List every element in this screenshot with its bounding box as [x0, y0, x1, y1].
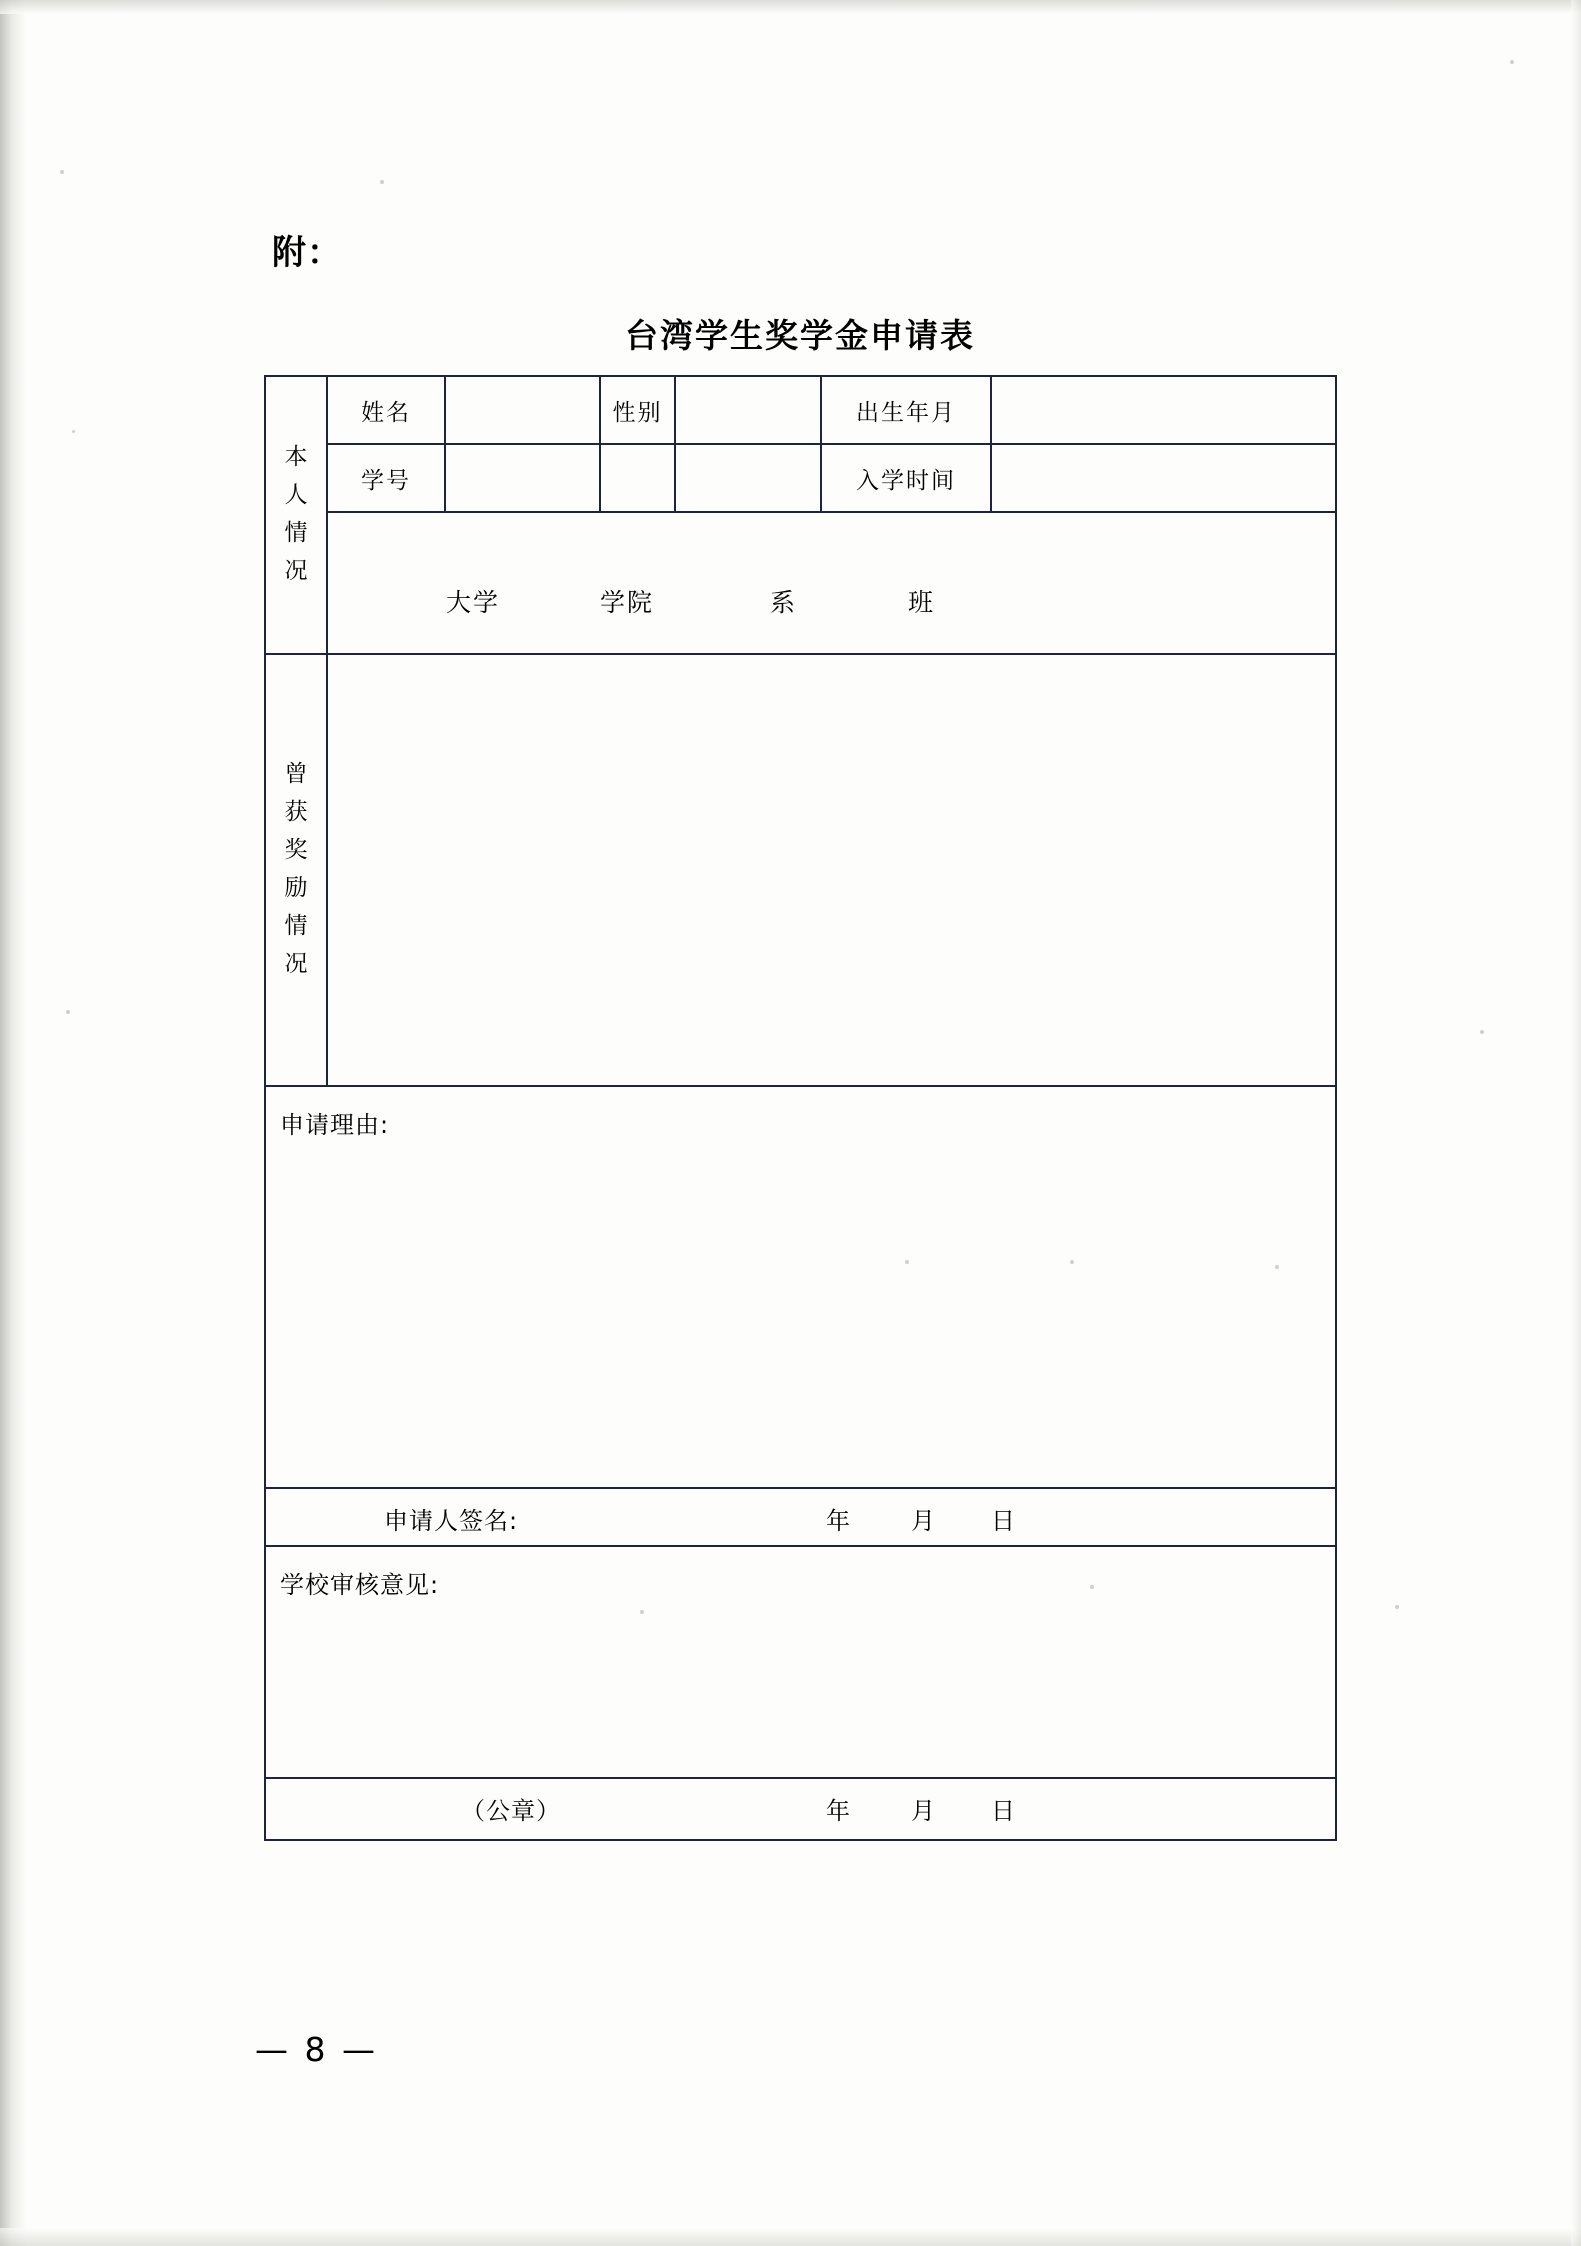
scan-speck: [66, 1010, 70, 1014]
table-row: [265, 512, 1336, 654]
scholarship-application-form: [264, 375, 1337, 1841]
table-row: [265, 376, 1336, 444]
field-school-line[interactable]: [327, 512, 1336, 654]
section-label-char: 获: [284, 799, 308, 826]
label-date-year: 年: [826, 1507, 850, 1535]
label-review-date-month: 月: [911, 1797, 935, 1825]
label-student-id: 学号: [327, 444, 445, 512]
label-birth-date: 出生年月: [821, 376, 991, 444]
label-date-day: 日: [991, 1507, 1015, 1535]
scan-speck: [1480, 1030, 1484, 1034]
field-blank-a[interactable]: [600, 444, 675, 512]
section-label-char: 本: [284, 444, 308, 471]
scan-edge-right: [1571, 0, 1581, 2246]
table-row: [265, 1546, 1336, 1778]
scan-speck: [1510, 60, 1514, 64]
section-label-awards: [265, 654, 327, 1086]
label-department: 系: [770, 588, 798, 617]
label-gender: 性别: [600, 376, 675, 444]
scan-speck: [72, 430, 75, 433]
field-gender-value[interactable]: [675, 376, 821, 444]
section-label-char: 励: [284, 875, 308, 901]
label-applicant-signature: 申请人签名:: [384, 1507, 519, 1535]
section-label-char: 人: [284, 482, 308, 509]
table-row: [265, 444, 1336, 512]
table-row: [265, 1086, 1336, 1488]
label-enroll-time: 入学时间: [821, 444, 991, 512]
page-title: 台湾学生奖学金申请表: [625, 316, 975, 355]
scan-edge-bottom: [0, 2228, 1581, 2246]
section-label-char: 曾: [284, 761, 308, 788]
field-enroll-time-value[interactable]: [991, 444, 1336, 512]
field-birth-date-value[interactable]: [991, 376, 1336, 444]
label-college: 学院: [600, 588, 655, 617]
label-name: 姓名: [327, 376, 445, 444]
label-review-date-year: 年: [826, 1797, 850, 1825]
section-label-char: 情: [284, 912, 308, 939]
label-reason: 申请理由:: [280, 1111, 390, 1139]
table-row: [265, 1778, 1336, 1840]
section-label-char: 情: [284, 520, 308, 546]
attachment-label: 附：: [272, 233, 342, 273]
label-class: 班: [908, 588, 936, 617]
field-blank-b[interactable]: [675, 444, 821, 512]
section-label-personal: [265, 376, 327, 654]
section-label-char: 况: [284, 557, 308, 584]
scan-edge-top: [0, 0, 1581, 14]
field-name-value[interactable]: [445, 376, 600, 444]
scan-speck: [1395, 1605, 1399, 1609]
label-official-seal: （公章）: [461, 1797, 561, 1825]
section-label-char: 奖: [284, 837, 308, 864]
table-row: [265, 1488, 1336, 1546]
field-review-value[interactable]: [265, 1546, 1336, 1778]
table-row: [265, 654, 1336, 1086]
seal-and-date-row[interactable]: [265, 1778, 1336, 1840]
label-university: 大学: [446, 588, 501, 617]
label-school-review: 学校审核意见:: [280, 1571, 440, 1599]
field-awards-value[interactable]: [327, 654, 1336, 1086]
page-number: — 8 —: [255, 2030, 378, 2069]
scan-speck: [60, 170, 64, 174]
label-date-month: 月: [911, 1507, 935, 1535]
section-label-char: 况: [284, 950, 308, 977]
scan-edge-left: [0, 0, 26, 2246]
field-student-id-value[interactable]: [445, 444, 600, 512]
field-reason-value[interactable]: [265, 1086, 1336, 1488]
scan-speck: [380, 180, 384, 184]
label-review-date-day: 日: [991, 1797, 1015, 1825]
applicant-signature-row[interactable]: [265, 1488, 1336, 1546]
